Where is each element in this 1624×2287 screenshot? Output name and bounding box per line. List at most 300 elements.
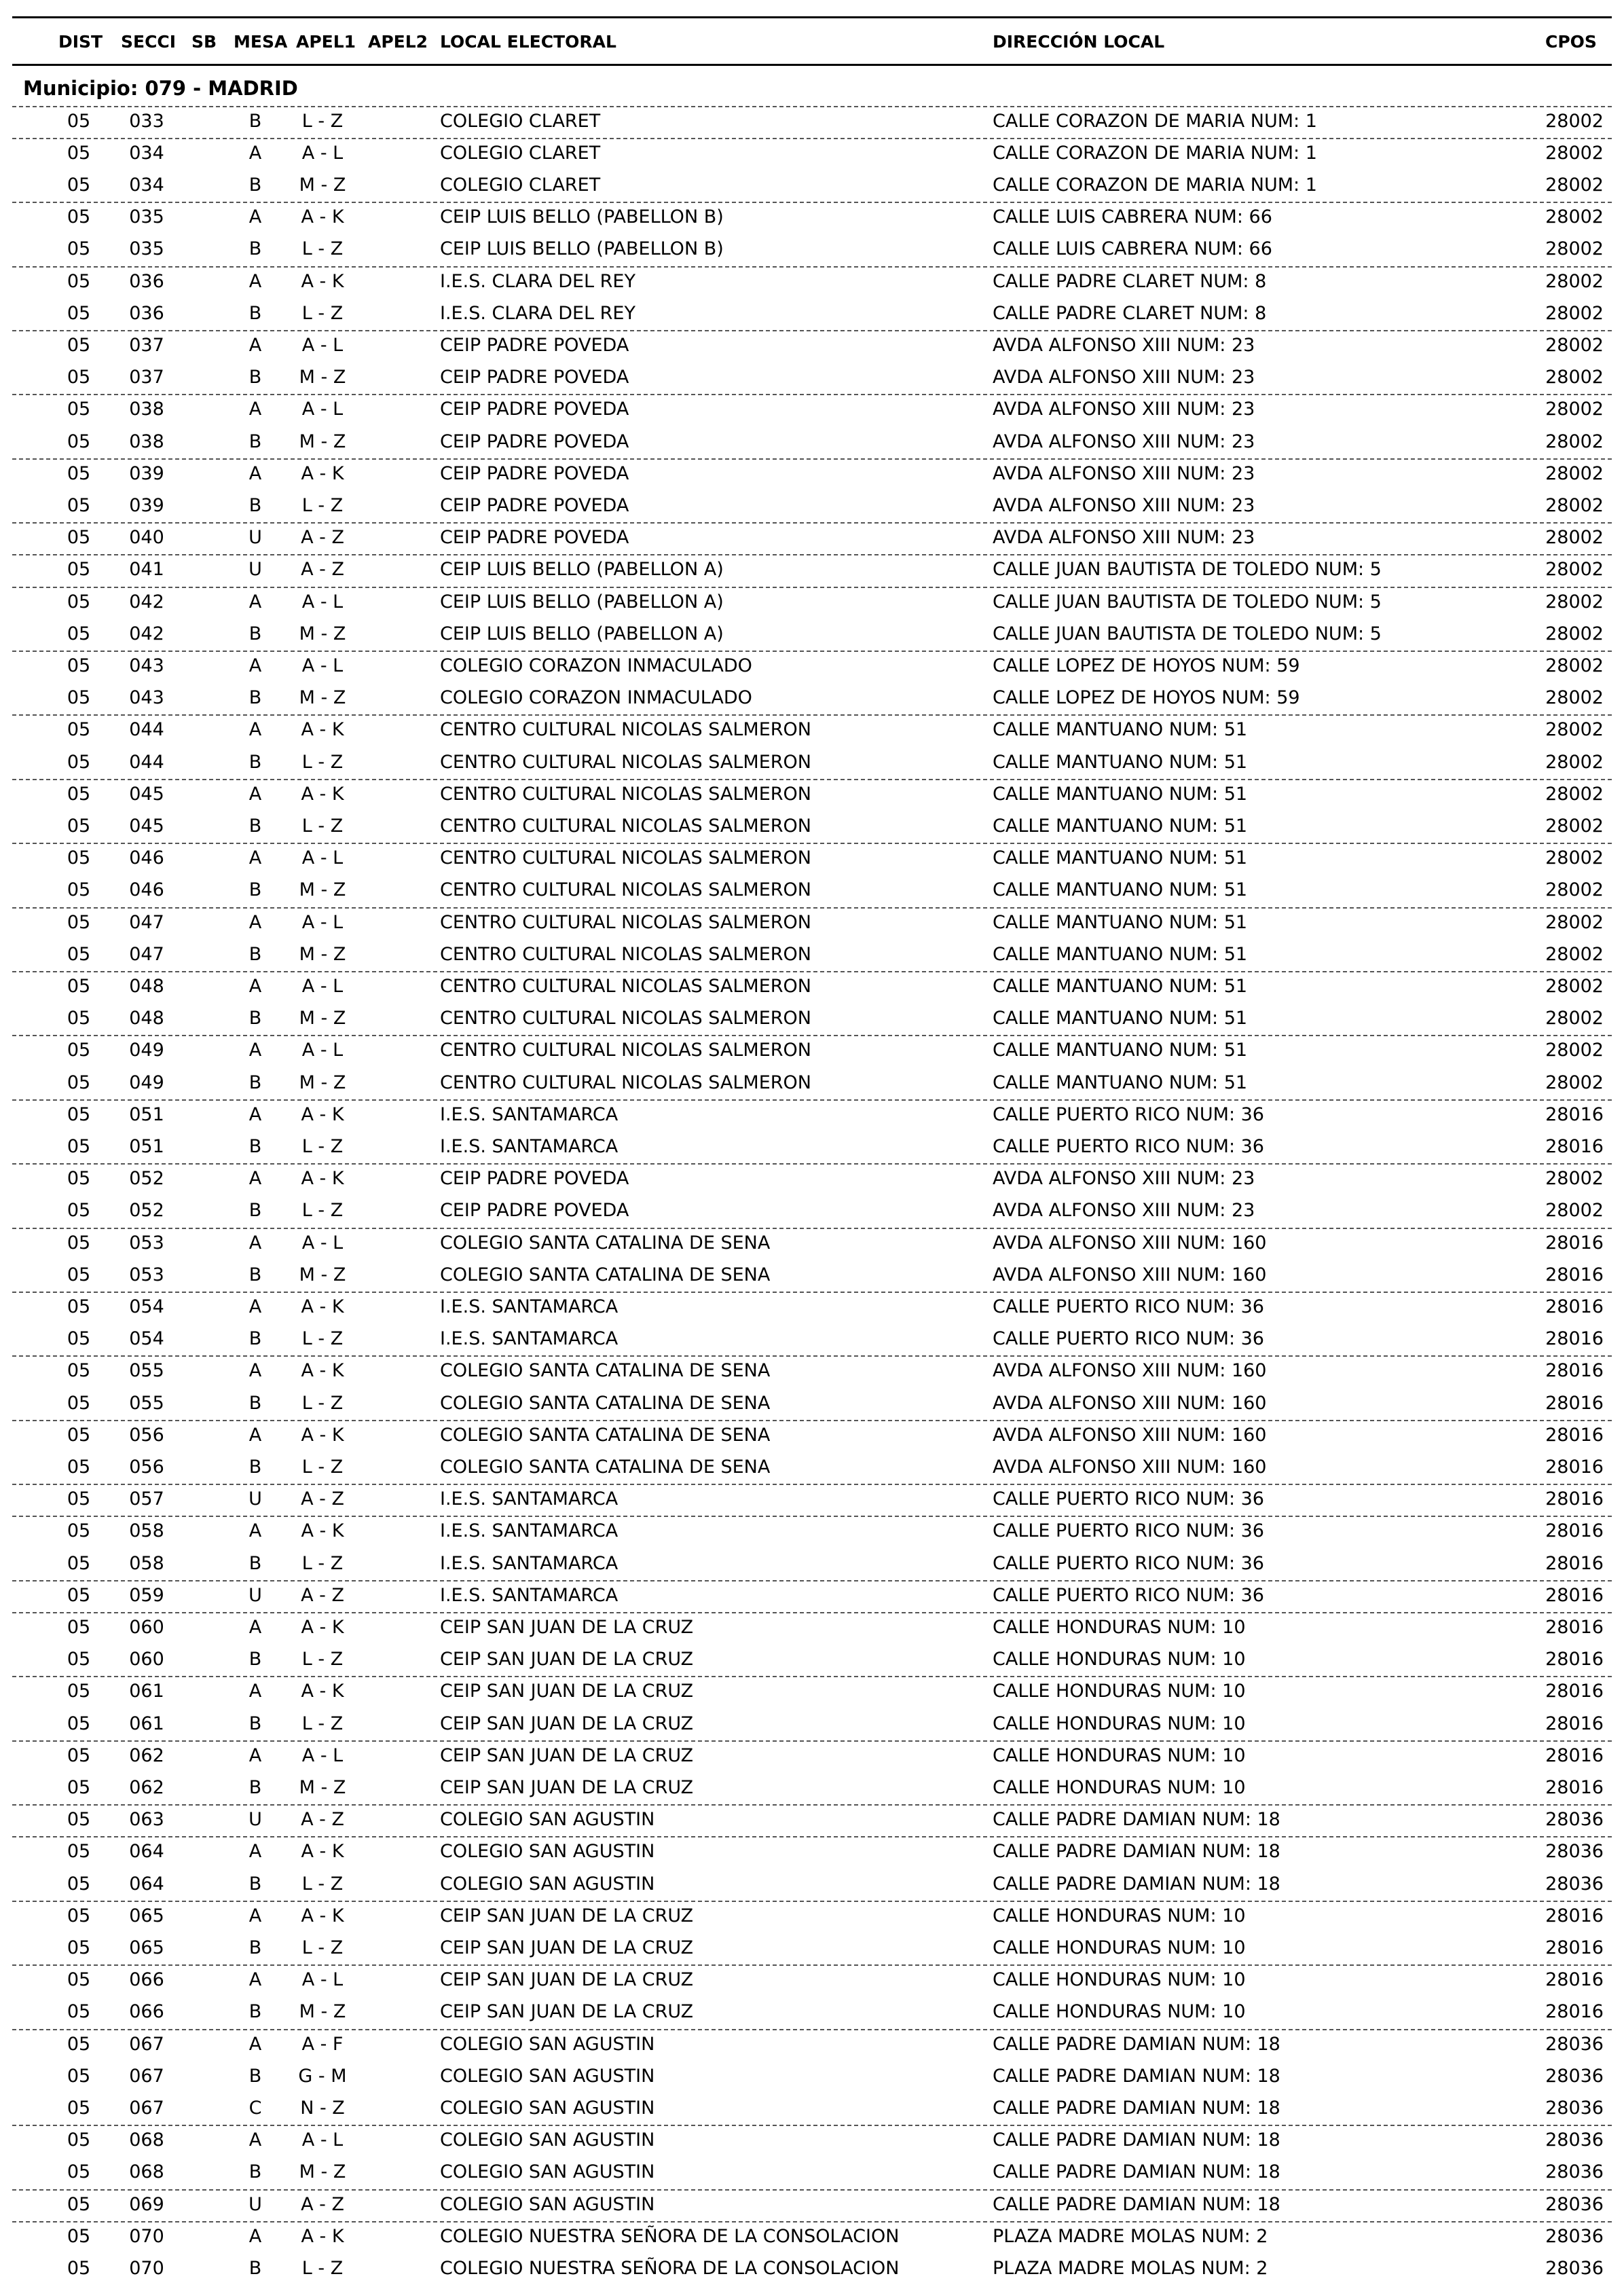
cell-direccion-local: AVDA ALFONSO XIII NUM: 23: [993, 1200, 1255, 1222]
cell-mesa: B: [248, 1200, 262, 1222]
cell-direccion-local: AVDA ALFONSO XIII NUM: 160: [993, 1456, 1267, 1478]
cell-mesa: B: [248, 1776, 262, 1798]
top-rule: [12, 16, 1612, 18]
cell-dist: 05: [67, 494, 91, 516]
cell-mesa: A: [248, 783, 262, 805]
cell-mesa: B: [248, 2001, 262, 2023]
cell-cpos: 28016: [1545, 1744, 1604, 1766]
cell-mesa: A: [248, 1296, 262, 1317]
cell-secci: 055: [129, 1360, 164, 1382]
cell-apel1: M - Z: [299, 1072, 346, 1093]
cell-dist: 05: [67, 431, 91, 452]
cell-local-electoral: CENTRO CULTURAL NICOLAS SALMERON: [440, 751, 811, 773]
table-row: [0, 874, 1624, 906]
cell-cpos: 28016: [1545, 2001, 1604, 2023]
cell-cpos: 28002: [1545, 687, 1604, 709]
cell-dist: 05: [67, 1168, 91, 1190]
cell-apel1: A - Z: [301, 1584, 344, 1606]
cell-local-electoral: COLEGIO NUESTRA SEÑORA DE LA CONSOLACION: [440, 2225, 900, 2247]
cell-mesa: U: [248, 1584, 262, 1606]
cell-dist: 05: [67, 559, 91, 581]
cell-apel1: L - Z: [301, 1937, 344, 1958]
cell-cpos: 28002: [1545, 302, 1604, 324]
cell-secci: 046: [129, 847, 164, 869]
cell-apel1: A - F: [301, 2033, 344, 2055]
cell-cpos: 28016: [1545, 1649, 1604, 1670]
cell-apel1: A - K: [301, 1905, 344, 1926]
cell-mesa: B: [248, 174, 262, 196]
cell-cpos: 28036: [1545, 2129, 1604, 2151]
table-row: [0, 938, 1624, 970]
cell-mesa: B: [248, 302, 262, 324]
table-row: [0, 1804, 1624, 1835]
cell-secci: 039: [129, 462, 164, 484]
cell-apel1: A - L: [301, 591, 344, 612]
cell-dist: 05: [67, 1232, 91, 1254]
cell-local-electoral: COLEGIO SANTA CATALINA DE SENA: [440, 1232, 771, 1254]
cell-direccion-local: CALLE JUAN BAUTISTA DE TOLEDO NUM: 5: [993, 559, 1382, 581]
cell-mesa: B: [248, 623, 262, 644]
cell-secci: 053: [129, 1232, 164, 1254]
cell-apel1: A - K: [301, 1103, 344, 1125]
cell-local-electoral: I.E.S. SANTAMARCA: [440, 1103, 619, 1125]
table-row: [0, 907, 1624, 938]
cell-mesa: B: [248, 879, 262, 901]
table-row: [0, 2252, 1624, 2284]
cell-secci: 043: [129, 655, 164, 676]
cell-secci: 045: [129, 783, 164, 805]
cell-cpos: 28016: [1545, 1969, 1604, 1991]
cell-local-electoral: COLEGIO CORAZON INMACULADO: [440, 655, 752, 676]
cell-secci: 052: [129, 1168, 164, 1190]
cell-cpos: 28002: [1545, 975, 1604, 997]
table-row: [0, 2028, 1624, 2060]
cell-cpos: 28002: [1545, 879, 1604, 901]
cell-cpos: 28016: [1545, 1552, 1604, 1574]
cell-direccion-local: AVDA ALFONSO XIII NUM: 23: [993, 399, 1255, 420]
cell-secci: 047: [129, 943, 164, 965]
cell-mesa: B: [248, 1328, 262, 1350]
cell-direccion-local: AVDA ALFONSO XIII NUM: 23: [993, 431, 1255, 452]
cell-direccion-local: CALLE PUERTO RICO NUM: 36: [993, 1552, 1264, 1574]
cell-apel1: L - Z: [301, 494, 344, 516]
cell-apel1: M - Z: [299, 1776, 346, 1798]
table-row: [0, 522, 1624, 553]
cell-cpos: 28016: [1545, 1328, 1604, 1350]
cell-apel1: A - L: [301, 399, 344, 420]
cell-mesa: B: [248, 943, 262, 965]
cell-mesa: A: [248, 142, 262, 164]
cell-apel1: A - K: [301, 1424, 344, 1446]
cell-secci: 044: [129, 719, 164, 741]
cell-secci: 052: [129, 1200, 164, 1222]
cell-dist: 05: [67, 1841, 91, 1863]
cell-local-electoral: CEIP PADRE POVEDA: [440, 367, 629, 388]
cell-secci: 063: [129, 1809, 164, 1831]
cell-direccion-local: CALLE CORAZON DE MARIA NUM: 1: [993, 174, 1317, 196]
cell-dist: 05: [67, 1713, 91, 1734]
cell-mesa: A: [248, 655, 262, 676]
cell-cpos: 28036: [1545, 2065, 1604, 2087]
table-row: [0, 553, 1624, 585]
cell-mesa: A: [248, 975, 262, 997]
cell-direccion-local: CALLE HONDURAS NUM: 10: [993, 1905, 1246, 1926]
cell-mesa: B: [248, 1264, 262, 1285]
header-rule: [12, 64, 1612, 66]
cell-dist: 05: [67, 1424, 91, 1446]
table-row: [0, 1227, 1624, 1259]
cell-mesa: A: [248, 399, 262, 420]
cell-cpos: 28002: [1545, 110, 1604, 132]
cell-mesa: B: [248, 2257, 262, 2279]
cell-direccion-local: CALLE LOPEZ DE HOYOS NUM: 59: [993, 655, 1300, 676]
cell-dist: 05: [67, 1392, 91, 1414]
cell-mesa: B: [248, 494, 262, 516]
cell-local-electoral: COLEGIO SAN AGUSTIN: [440, 1841, 655, 1863]
cell-apel1: L - Z: [301, 1552, 344, 1574]
cell-cpos: 28036: [1545, 2225, 1604, 2247]
cell-cpos: 28002: [1545, 1040, 1604, 1061]
cell-mesa: B: [248, 815, 262, 837]
table-row: [0, 329, 1624, 361]
table-row: [0, 2092, 1624, 2124]
cell-dist: 05: [67, 943, 91, 965]
table-row: [0, 1002, 1624, 1034]
cell-apel1: M - Z: [299, 367, 346, 388]
cell-apel1: G - M: [298, 2065, 347, 2087]
table-row: [0, 1579, 1624, 1611]
cell-direccion-local: CALLE MANTUANO NUM: 51: [993, 847, 1248, 869]
cell-direccion-local: PLAZA MADRE MOLAS NUM: 2: [993, 2225, 1268, 2247]
cell-mesa: A: [248, 1616, 262, 1638]
cell-dist: 05: [67, 1360, 91, 1382]
cell-dist: 05: [67, 1040, 91, 1061]
cell-secci: 060: [129, 1616, 164, 1638]
cell-secci: 070: [129, 2257, 164, 2279]
cell-cpos: 28002: [1545, 174, 1604, 196]
cell-secci: 035: [129, 238, 164, 260]
cell-apel1: L - Z: [301, 110, 344, 132]
cell-apel1: L - Z: [301, 1135, 344, 1157]
cell-mesa: A: [248, 1681, 262, 1702]
table-row: [0, 1740, 1624, 1772]
cell-direccion-local: AVDA ALFONSO XIII NUM: 23: [993, 1168, 1255, 1190]
cell-secci: 040: [129, 527, 164, 549]
cell-local-electoral: CEIP SAN JUAN DE LA CRUZ: [440, 1616, 694, 1638]
cell-direccion-local: AVDA ALFONSO XIII NUM: 23: [993, 462, 1255, 484]
cell-cpos: 28002: [1545, 911, 1604, 933]
cell-direccion-local: CALLE CORAZON DE MARIA NUM: 1: [993, 110, 1317, 132]
cell-secci: 064: [129, 1841, 164, 1863]
cell-apel1: A - L: [301, 655, 344, 676]
cell-mesa: B: [248, 751, 262, 773]
cell-cpos: 28036: [1545, 2097, 1604, 2119]
cell-mesa: B: [248, 1713, 262, 1734]
cell-mesa: A: [248, 1168, 262, 1190]
cell-dist: 05: [67, 174, 91, 196]
cell-secci: 053: [129, 1264, 164, 1285]
cell-secci: 038: [129, 431, 164, 452]
cell-direccion-local: CALLE HONDURAS NUM: 10: [993, 1681, 1246, 1702]
cell-direccion-local: CALLE HONDURAS NUM: 10: [993, 2001, 1246, 2023]
table-row: [0, 1387, 1624, 1419]
cell-local-electoral: CENTRO CULTURAL NICOLAS SALMERON: [440, 1008, 811, 1029]
table-row: [0, 1067, 1624, 1099]
cell-local-electoral: COLEGIO SANTA CATALINA DE SENA: [440, 1392, 771, 1414]
cell-cpos: 28002: [1545, 751, 1604, 773]
table-row: [0, 810, 1624, 842]
cell-local-electoral: I.E.S. CLARA DEL REY: [440, 270, 635, 292]
cell-local-electoral: CEIP SAN JUAN DE LA CRUZ: [440, 1681, 694, 1702]
cell-cpos: 28002: [1545, 783, 1604, 805]
table-row: [0, 1708, 1624, 1740]
cell-direccion-local: CALLE PADRE DAMIAN NUM: 18: [993, 2097, 1280, 2119]
header-cpos: CPOS: [1545, 32, 1597, 52]
cell-cpos: 28002: [1545, 943, 1604, 965]
cell-secci: 067: [129, 2065, 164, 2087]
table-row: [0, 2189, 1624, 2220]
table-row: [0, 1835, 1624, 1867]
cell-apel1: M - Z: [299, 943, 346, 965]
cell-secci: 039: [129, 494, 164, 516]
cell-local-electoral: CEIP SAN JUAN DE LA CRUZ: [440, 1649, 694, 1670]
table-row: [0, 169, 1624, 201]
cell-mesa: B: [248, 1008, 262, 1029]
header-dist: DIST: [58, 32, 103, 52]
cell-dist: 05: [67, 2161, 91, 2183]
cell-local-electoral: CENTRO CULTURAL NICOLAS SALMERON: [440, 783, 811, 805]
cell-mesa: C: [248, 2097, 262, 2119]
cell-direccion-local: CALLE JUAN BAUTISTA DE TOLEDO NUM: 5: [993, 591, 1382, 612]
table-row: [0, 2124, 1624, 2156]
cell-apel1: A - L: [301, 334, 344, 356]
cell-mesa: A: [248, 911, 262, 933]
cell-apel1: L - Z: [301, 1392, 344, 1414]
cell-local-electoral: COLEGIO SANTA CATALINA DE SENA: [440, 1456, 771, 1478]
cell-local-electoral: CEIP SAN JUAN DE LA CRUZ: [440, 1744, 694, 1766]
cell-secci: 034: [129, 174, 164, 196]
cell-dist: 05: [67, 1905, 91, 1926]
cell-dist: 05: [67, 815, 91, 837]
cell-dist: 05: [67, 1200, 91, 1222]
cell-mesa: A: [248, 1103, 262, 1125]
cell-cpos: 28002: [1545, 1072, 1604, 1093]
cell-local-electoral: CEIP SAN JUAN DE LA CRUZ: [440, 1713, 694, 1734]
table-row: [0, 1034, 1624, 1066]
cell-direccion-local: CALLE PUERTO RICO NUM: 36: [993, 1584, 1264, 1606]
cell-direccion-local: CALLE MANTUANO NUM: 51: [993, 719, 1248, 741]
cell-direccion-local: CALLE MANTUANO NUM: 51: [993, 783, 1248, 805]
cell-dist: 05: [67, 623, 91, 644]
table-row: [0, 1163, 1624, 1194]
cell-secci: 056: [129, 1424, 164, 1446]
cell-mesa: B: [248, 1873, 262, 1895]
cell-local-electoral: CEIP PADRE POVEDA: [440, 399, 629, 420]
cell-secci: 036: [129, 302, 164, 324]
cell-apel1: M - Z: [299, 879, 346, 901]
cell-apel1: L - Z: [301, 2257, 344, 2279]
cell-mesa: B: [248, 238, 262, 260]
table-row: [0, 2060, 1624, 2092]
cell-direccion-local: CALLE PUERTO RICO NUM: 36: [993, 1488, 1264, 1510]
cell-direccion-local: CALLE MANTUANO NUM: 51: [993, 815, 1248, 837]
cell-direccion-local: AVDA ALFONSO XIII NUM: 23: [993, 334, 1255, 356]
cell-cpos: 28002: [1545, 367, 1604, 388]
cell-secci: 045: [129, 815, 164, 837]
cell-cpos: 28002: [1545, 719, 1604, 741]
cell-dist: 05: [67, 1072, 91, 1093]
cell-mesa: A: [248, 1905, 262, 1926]
cell-cpos: 28016: [1545, 1616, 1604, 1638]
cell-mesa: A: [248, 206, 262, 228]
table-row: [0, 137, 1624, 169]
table-row: [0, 1451, 1624, 1483]
cell-local-electoral: I.E.S. SANTAMARCA: [440, 1296, 619, 1317]
cell-dist: 05: [67, 1520, 91, 1542]
cell-apel1: A - L: [301, 1232, 344, 1254]
cell-cpos: 28002: [1545, 206, 1604, 228]
cell-local-electoral: I.E.S. SANTAMARCA: [440, 1520, 619, 1542]
cell-secci: 038: [129, 399, 164, 420]
cell-direccion-local: CALLE PADRE DAMIAN NUM: 18: [993, 1873, 1280, 1895]
cell-mesa: A: [248, 1232, 262, 1254]
cell-direccion-local: AVDA ALFONSO XIII NUM: 23: [993, 367, 1255, 388]
cell-cpos: 28016: [1545, 1520, 1604, 1542]
cell-dist: 05: [67, 1873, 91, 1895]
cell-direccion-local: CALLE LOPEZ DE HOYOS NUM: 59: [993, 687, 1300, 709]
cell-cpos: 28016: [1545, 1905, 1604, 1926]
cell-dist: 05: [67, 655, 91, 676]
cell-secci: 062: [129, 1744, 164, 1766]
cell-cpos: 28016: [1545, 1392, 1604, 1414]
cell-apel1: A - Z: [301, 2193, 344, 2215]
cell-apel1: N - Z: [300, 2097, 345, 2119]
cell-secci: 043: [129, 687, 164, 709]
cell-direccion-local: CALLE MANTUANO NUM: 51: [993, 943, 1248, 965]
cell-apel1: A - L: [301, 142, 344, 164]
cell-direccion-local: CALLE PADRE DAMIAN NUM: 18: [993, 1841, 1280, 1863]
cell-local-electoral: COLEGIO SAN AGUSTIN: [440, 2065, 655, 2087]
cell-dist: 05: [67, 751, 91, 773]
cell-apel1: M - Z: [299, 2001, 346, 2023]
cell-direccion-local: CALLE PADRE DAMIAN NUM: 18: [993, 2065, 1280, 2087]
table-row: [0, 490, 1624, 522]
cell-dist: 05: [67, 302, 91, 324]
table-row: [0, 1099, 1624, 1131]
header-direccion-local: DIRECCIÓN LOCAL: [993, 32, 1165, 52]
cell-cpos: 28036: [1545, 2161, 1604, 2183]
cell-apel1: A - L: [301, 1040, 344, 1061]
cell-local-electoral: COLEGIO CLARET: [440, 174, 601, 196]
cell-cpos: 28036: [1545, 2033, 1604, 2055]
table-row: [0, 233, 1624, 265]
cell-local-electoral: COLEGIO CLARET: [440, 110, 601, 132]
cell-mesa: B: [248, 431, 262, 452]
cell-dist: 05: [67, 1328, 91, 1350]
table-row: [0, 1868, 1624, 1900]
cell-secci: 046: [129, 879, 164, 901]
cell-direccion-local: CALLE PADRE DAMIAN NUM: 18: [993, 2193, 1280, 2215]
cell-direccion-local: PLAZA MADRE MOLAS NUM: 2: [993, 2257, 1268, 2279]
cell-dist: 05: [67, 110, 91, 132]
cell-dist: 05: [67, 783, 91, 805]
table-row: [0, 297, 1624, 329]
cell-cpos: 28016: [1545, 1488, 1604, 1510]
cell-apel1: L - Z: [301, 1873, 344, 1895]
cell-secci: 048: [129, 975, 164, 997]
cell-mesa: U: [248, 559, 262, 581]
cell-local-electoral: CEIP PADRE POVEDA: [440, 494, 629, 516]
cell-dist: 05: [67, 2033, 91, 2055]
cell-secci: 064: [129, 1873, 164, 1895]
table-row: [0, 1323, 1624, 1355]
cell-mesa: B: [248, 1456, 262, 1478]
cell-direccion-local: CALLE MANTUANO NUM: 51: [993, 1040, 1248, 1061]
cell-mesa: A: [248, 270, 262, 292]
cell-apel1: A - Z: [301, 527, 344, 549]
cell-local-electoral: COLEGIO SAN AGUSTIN: [440, 2193, 655, 2215]
cell-local-electoral: COLEGIO SAN AGUSTIN: [440, 1809, 655, 1831]
cell-secci: 035: [129, 206, 164, 228]
cell-cpos: 28036: [1545, 2257, 1604, 2279]
table-row: [0, 1675, 1624, 1707]
cell-mesa: A: [248, 847, 262, 869]
cell-apel1: A - K: [301, 2225, 344, 2247]
cell-cpos: 28016: [1545, 1937, 1604, 1958]
cell-mesa: A: [248, 1969, 262, 1991]
cell-dist: 05: [67, 1296, 91, 1317]
cell-apel1: M - Z: [299, 1264, 346, 1285]
cell-cpos: 28002: [1545, 623, 1604, 644]
cell-secci: 055: [129, 1392, 164, 1414]
cell-direccion-local: CALLE PUERTO RICO NUM: 36: [993, 1328, 1264, 1350]
cell-cpos: 28002: [1545, 591, 1604, 612]
cell-local-electoral: CEIP SAN JUAN DE LA CRUZ: [440, 1776, 694, 1798]
cell-mesa: A: [248, 462, 262, 484]
cell-secci: 058: [129, 1552, 164, 1574]
cell-apel1: A - L: [301, 1744, 344, 1766]
cell-dist: 05: [67, 1776, 91, 1798]
cell-local-electoral: CENTRO CULTURAL NICOLAS SALMERON: [440, 815, 811, 837]
cell-direccion-local: CALLE PADRE CLARET NUM: 8: [993, 270, 1267, 292]
cell-local-electoral: CEIP SAN JUAN DE LA CRUZ: [440, 1937, 694, 1958]
cell-local-electoral: CEIP PADRE POVEDA: [440, 462, 629, 484]
cell-mesa: B: [248, 1135, 262, 1157]
cell-apel1: A - L: [301, 975, 344, 997]
cell-local-electoral: CEIP PADRE POVEDA: [440, 1168, 629, 1190]
cell-cpos: 28016: [1545, 1103, 1604, 1125]
cell-secci: 054: [129, 1328, 164, 1350]
cell-mesa: A: [248, 2225, 262, 2247]
cell-dist: 05: [67, 206, 91, 228]
cell-direccion-local: CALLE PUERTO RICO NUM: 36: [993, 1520, 1264, 1542]
cell-cpos: 28016: [1545, 1360, 1604, 1382]
cell-direccion-local: CALLE CORAZON DE MARIA NUM: 1: [993, 142, 1317, 164]
cell-local-electoral: CENTRO CULTURAL NICOLAS SALMERON: [440, 943, 811, 965]
cell-secci: 061: [129, 1681, 164, 1702]
municipio-label: Municipio: 079 - MADRID: [23, 77, 298, 100]
cell-local-electoral: CEIP LUIS BELLO (PABELLON B): [440, 238, 724, 260]
cell-dist: 05: [67, 1681, 91, 1702]
cell-local-electoral: CENTRO CULTURAL NICOLAS SALMERON: [440, 847, 811, 869]
cell-mesa: A: [248, 1040, 262, 1061]
table-row: [0, 2220, 1624, 2252]
cell-apel1: M - Z: [299, 687, 346, 709]
cell-dist: 05: [67, 1809, 91, 1831]
cell-direccion-local: AVDA ALFONSO XIII NUM: 23: [993, 494, 1255, 516]
cell-mesa: A: [248, 591, 262, 612]
cell-local-electoral: I.E.S. SANTAMARCA: [440, 1328, 619, 1350]
